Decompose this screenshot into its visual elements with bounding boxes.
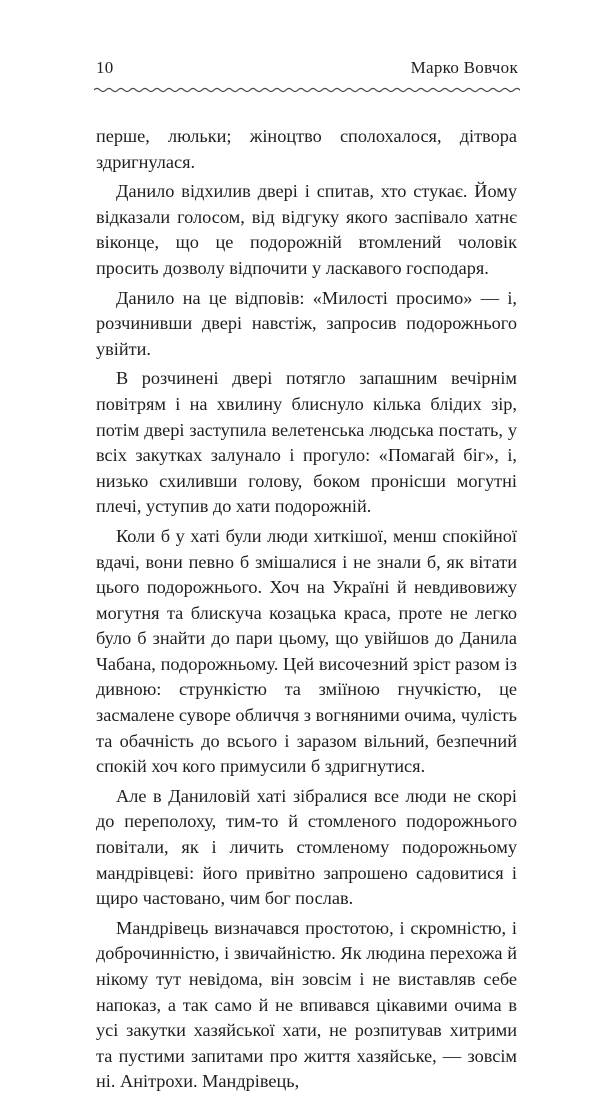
book-text <box>96 124 517 1099</box>
wavy-divider <box>94 84 520 96</box>
paragraph: Данило відхилив двері і спитав, хто стукає. Йому відказали голосом, від відгуку якого заспівало хатнє віконце, що це подорожній втомлений чоловік просить дозволу відпочити у ласкавого господаря. <box>96 181 517 278</box>
paragraph: Коли б у хаті були люди хиткішої, менш спокійної вдачі, вони певно б змішалися і не знали б, як вітати цього подорожнього. Хоч на Україні й невдивовижу могутня та блискуча козацька краса, проте не легко було б знайти до пари цьому, що увійшов до Данила Чабана, подорожньому. Цей височезний зріст разом із дивною: стрункістю та зміїною гнучкістю, це засмалене суворе обличчя з вогняними очима, чулість та обачність до всього і заразом вільний, безпечний спокій хоч кого примусили б здригнутися. <box>96 525 517 777</box>
page-number: 10 <box>96 58 114 77</box>
paragraph: перше, люльки; жіноцтво сполохалося, дітвора здригнулася. <box>96 126 517 172</box>
paragraph: Але в Даниловій хаті зібралися все люди не скорі до переполоху, тим-то й стомленого подорожнього повітали, як і личить стомленому подорожньому мандрівцеві: його привітно запрошено садовитися і щиро частовано, чим бог послав. <box>96 785 517 909</box>
paragraph: В розчинені двері потягло запашним вечірнім повітрям і на хвилину блиснуло кілька блідих зір, потім двері заступила велетенська людська постать, у всіх закутках залунало і прогуло: «Помагай біг», і, низько схиливши голову, боком пронісши могутні плечі, уступив до хати подорожній. <box>96 368 517 517</box>
running-title: Марко Вовчок <box>410 58 518 77</box>
paragraph: Данило на це відповів: «Милості просимо» — і, розчинивши двері навстіж, запросив подорожнього увійти. <box>96 287 517 359</box>
paragraph: Мандрівець визначався простотою, і скромністю, і доброчинністю, і звичайністю. Як людина перехожа й нікому тут невідома, він зовсім і не виставляв себе напоказ, а так само й не впивався цікавими очима в усі закутки хазяйської хати, не розпитував хитрими та пустими запитами про життя хазяйське, — зовсім ні. Анітрохи. Мандрівець, <box>96 917 517 1092</box>
page-header <box>96 58 518 82</box>
